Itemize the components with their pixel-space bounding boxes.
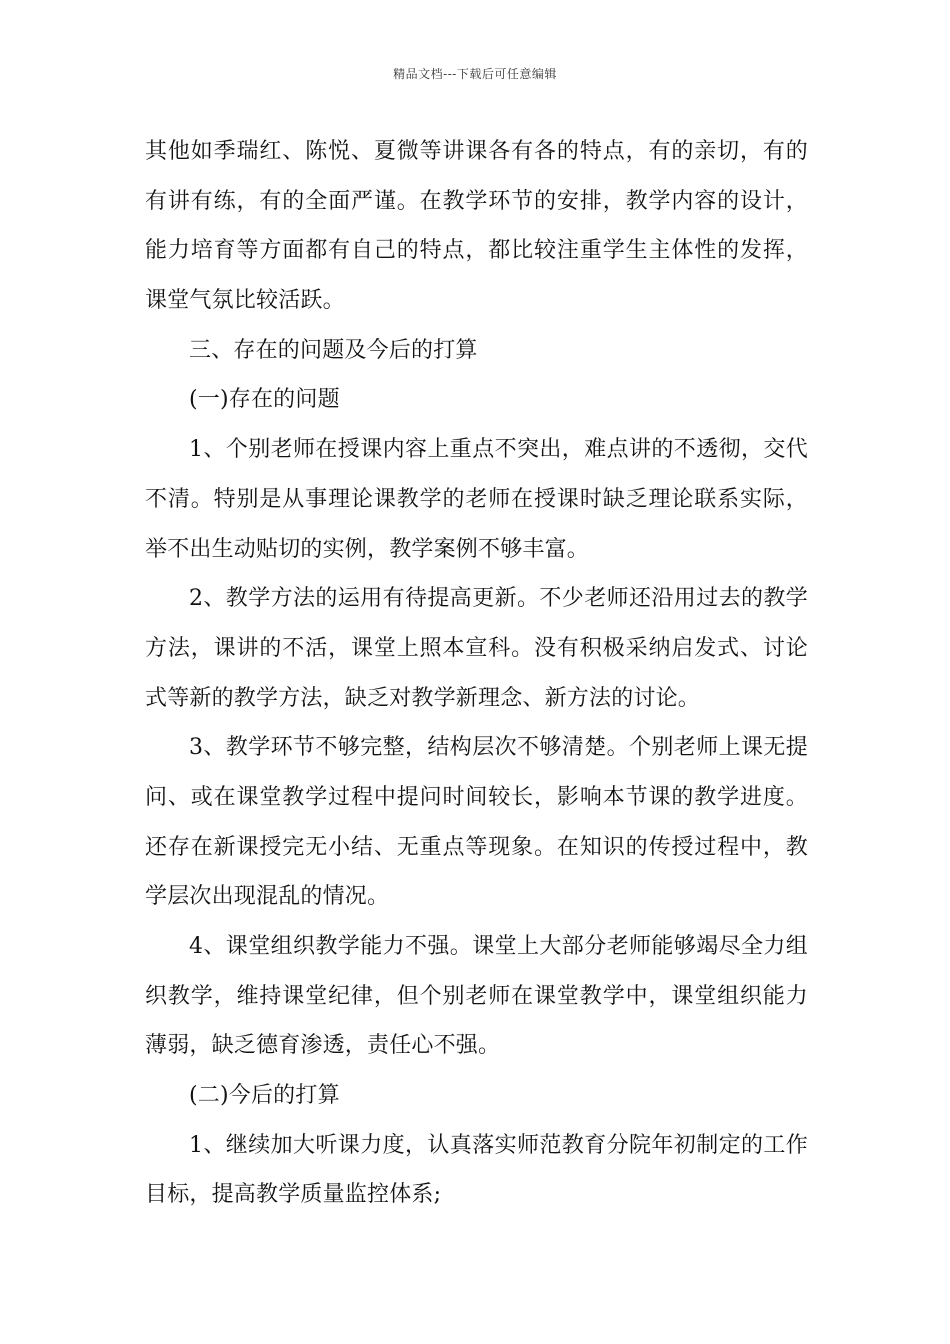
text-line: 其他如季瑞红、陈悦、夏微等讲课各有各的特点，有的亲切，有的 [145,139,808,164]
page-header: 精品文档---下载后可任意编辑 [393,67,557,81]
text-line: 有讲有练，有的全面严谨。在教学环节的安排，教学内容的设计， [145,188,808,214]
text-line: 不清。特别是从事理论课教学的老师在授课时缺乏理论联系实际， [145,486,808,512]
text-line: 目标，提高教学质量监控体系; [145,1182,442,1208]
text-line: 方法，课讲的不活，课堂上照本宣科。没有积极采纳启发式、讨论 [145,635,808,661]
text-line: 织教学，维持课堂纪律，但个别老师在课堂教学中，课堂组织能力 [145,983,808,1009]
text-line: 能力培育等方面都有自己的特点，都比较注重学生主体性的发挥， [145,238,808,264]
text-line: 1、继续加大听课力度，认真落实师范教育分院年初制定的工作 [189,1132,808,1158]
document-body [145,127,808,1220]
section-heading [145,326,808,376]
text-line: 课堂气氛比较活跃。 [145,288,345,314]
paragraph [145,1121,808,1220]
text-line: (一)存在的问题 [189,387,340,413]
text-line: (二)今后的打算 [189,1083,340,1109]
text-line: 举不出生动贴切的实例，教学案例不够丰富。 [145,536,590,562]
paragraph [145,574,808,723]
text-line: 4、课堂组织教学能力不强。课堂上大部分老师能够竭尽全力组 [189,934,808,959]
paragraph [145,127,808,326]
text-line: 还存在新课授完无小结、无重点等现象。在知识的传授过程中，教 [145,834,808,860]
text-line: 2、教学方法的运用有待提高更新。不少老师还沿用过去的教学 [189,586,808,612]
text-line: 1、个别老师在授课内容上重点不突出，难点讲的不透彻，交代 [189,437,808,463]
text-line: 三、存在的问题及今后的打算 [189,337,478,363]
text-line: 问、或在课堂教学过程中提问时间较长，影响本节课的教学进度。 [145,784,808,810]
paragraph [145,723,808,922]
text-line: 3、教学环节不够完整，结构层次不够清楚。个别老师上课无提 [189,735,808,761]
section-heading [145,1071,808,1121]
text-line: 薄弱，缺乏德育渗透，责任心不强。 [145,1033,501,1059]
paragraph [145,425,808,574]
paragraph [145,922,808,1071]
section-heading [145,375,808,425]
text-line: 式等新的教学方法，缺乏对教学新理念、新方法的讨论。 [145,685,701,711]
text-line: 学层次出现混乱的情况。 [145,884,390,910]
